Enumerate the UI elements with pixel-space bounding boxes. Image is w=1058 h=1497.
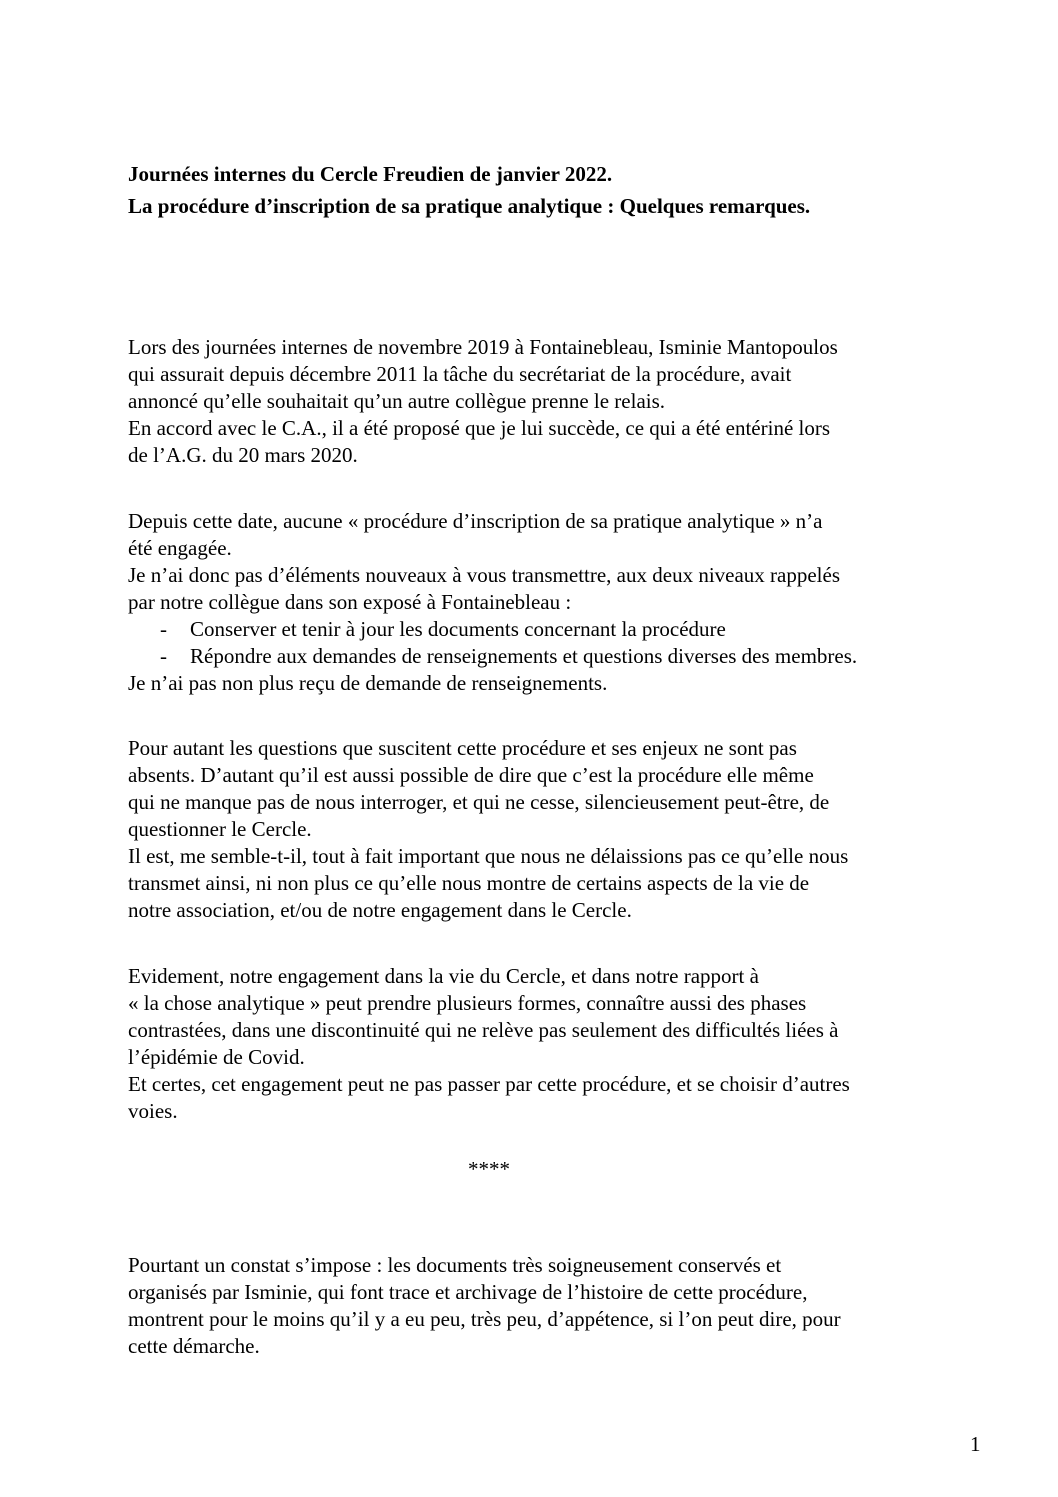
paragraph-line: Depuis cette date, aucune « procédure d’inscription de sa pratique analytique » n’a bbox=[128, 509, 823, 533]
paragraph-line: de l’A.G. du 20 mars 2020. bbox=[128, 443, 358, 467]
paragraph-line: Pour autant les questions que suscitent cette procédure et ses enjeux ne sont pas bbox=[128, 736, 797, 760]
document-heading bbox=[128, 158, 1008, 222]
paragraph-line: Je n’ai donc pas d’éléments nouveaux à vous transmettre, aux deux niveaux rappelés bbox=[128, 563, 841, 587]
page-number: 1 bbox=[970, 1432, 981, 1456]
paragraph-line: montrent pour le moins qu’il y a eu peu, très peu, d’appétence, si l’on peut dire, pour bbox=[128, 1307, 841, 1331]
paragraph-line: « la chose analytique » peut prendre plusieurs formes, connaître aussi des phases bbox=[128, 991, 807, 1015]
paragraph-line: cette démarche. bbox=[128, 1334, 260, 1358]
paragraph-line: Il est, me semble-t-il, tout à fait important que nous ne délaissions pas ce qu’elle nous bbox=[128, 844, 849, 868]
paragraph-line: Je n’ai pas non plus reçu de demande de renseignements. bbox=[128, 671, 608, 695]
paragraph-line: En accord avec le C.A., il a été proposé que je lui succède, ce qui a été entériné lors bbox=[128, 416, 831, 440]
paragraph-line: Lors des journées internes de novembre 2019 à Fontainebleau, Isminie Mantopoulos bbox=[128, 335, 838, 359]
paragraph-line: organisés par Isminie, qui font trace et archivage de l’histoire de cette procédure, bbox=[128, 1280, 808, 1304]
bullet-marker: - bbox=[160, 644, 167, 668]
bullet-marker: - bbox=[160, 617, 167, 641]
paragraph-line: qui assurait depuis décembre 2011 la tâche du secrétariat de la procédure, avait bbox=[128, 362, 792, 386]
paragraph-2 bbox=[128, 508, 1008, 697]
paragraph-line: transmet ainsi, ni non plus ce qu’elle nous montre de certains aspects de la vie de bbox=[128, 871, 810, 895]
paragraph-1 bbox=[128, 334, 1008, 469]
paragraph-line: absents. D’autant qu’il est aussi possible de dire que c’est la procédure elle même bbox=[128, 763, 814, 787]
paragraph-line: notre association, et/ou de notre engagement dans le Cercle. bbox=[128, 898, 632, 922]
paragraph-line: questionner le Cercle. bbox=[128, 817, 312, 841]
paragraph-line: Et certes, cet engagement peut ne pas passer par cette procédure, et se choisir d’autres bbox=[128, 1072, 850, 1096]
separator-text: **** bbox=[468, 1157, 510, 1181]
paragraph-line: Evidement, notre engagement dans la vie du Cercle, et dans notre rapport à bbox=[128, 964, 759, 988]
paragraph-4 bbox=[128, 963, 1008, 1125]
bullet-text: Répondre aux demandes de renseignements et questions diverses des membres. bbox=[190, 644, 858, 668]
paragraph-3 bbox=[128, 735, 1008, 924]
bullet-text: Conserver et tenir à jour les documents concernant la procédure bbox=[190, 617, 726, 641]
bullet-item bbox=[128, 616, 1008, 643]
paragraph-line: annoncé qu’elle souhaitait qu’un autre collègue prenne le relais. bbox=[128, 389, 666, 413]
paragraph-line: contrastées, dans une discontinuité qui ne relève pas seulement des difficultés liées à bbox=[128, 1018, 839, 1042]
paragraph-line: l’épidémie de Covid. bbox=[128, 1045, 305, 1069]
paragraph-line: qui ne manque pas de nous interroger, et qui ne cesse, silencieusement peut-être, de bbox=[128, 790, 830, 814]
bullet-item bbox=[128, 643, 1008, 670]
heading-subtitle: La procédure d’inscription de sa pratique analytique : Quelques remarques. bbox=[128, 194, 811, 218]
paragraph-line: par notre collègue dans son exposé à Fontainebleau : bbox=[128, 590, 572, 614]
heading-title: Journées internes du Cercle Freudien de janvier 2022. bbox=[128, 162, 613, 186]
paragraph-line: voies. bbox=[128, 1099, 178, 1123]
paragraph-5 bbox=[128, 1252, 1008, 1360]
paragraph-line: Pourtant un constat s’impose : les documents très soigneusement conservés et bbox=[128, 1253, 782, 1277]
paragraph-line: été engagée. bbox=[128, 536, 232, 560]
